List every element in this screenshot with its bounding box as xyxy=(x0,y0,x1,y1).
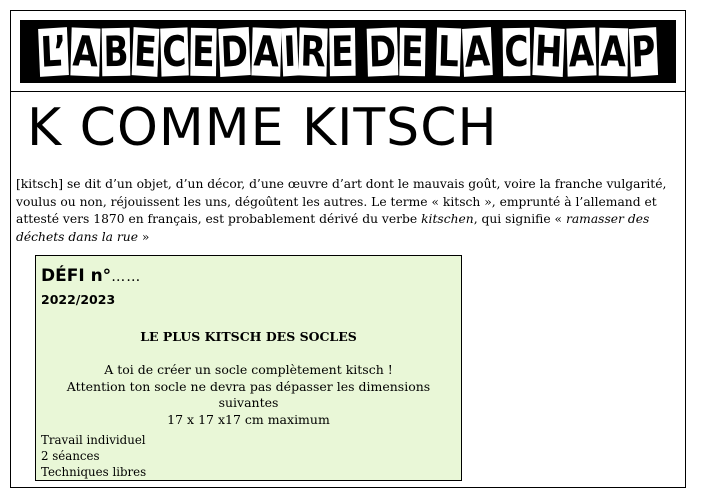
challenge-card xyxy=(35,255,462,481)
banner-letter: A xyxy=(71,25,99,77)
detail-item: Travail individuel xyxy=(41,433,146,447)
banner-letter: L’ xyxy=(39,25,68,77)
banner-letter: H xyxy=(534,25,564,77)
instruction-line: 17 x 17 x17 cm maximum xyxy=(167,411,330,427)
banner-letter: A xyxy=(600,26,627,76)
banner-letter: E xyxy=(191,26,215,76)
detail-item: Techniques libres xyxy=(41,465,147,479)
instruction-line: A toi de créer un socle complètement kitsch ! xyxy=(104,362,393,377)
banner-letter: R xyxy=(299,25,327,77)
intro-text-1: [kitsch] se dit d’un objet, d’un décor, d’une œuvre d’art dont le mauvais goût, voire la franche vulgarité, voulus ou non, réjouissent les uns, dégoûtent les autres. Le terme « kitsch », emprunté à l’allemand et attesté vers 1870 en français, est probablement dérivé du verbe xyxy=(16,177,667,226)
instruction-line: Attention ton socle ne devra pas dépasser les dimensions suivantes xyxy=(66,378,431,410)
banner-letter: A xyxy=(463,25,491,77)
banner-black-strip xyxy=(20,20,676,83)
banner-letter: C xyxy=(161,25,188,77)
intro-text-3: » xyxy=(137,229,150,244)
challenge-number-blank: …… xyxy=(111,269,142,285)
banner xyxy=(10,10,686,92)
banner-letter: A xyxy=(253,25,281,77)
challenge-instructions xyxy=(36,362,461,428)
banner-letter: I xyxy=(282,26,297,76)
banner-letter: P xyxy=(630,25,657,77)
banner-letter: C xyxy=(504,26,530,76)
banner-letter: D xyxy=(219,25,249,77)
banner-letter: E xyxy=(133,25,158,77)
banner-letter: E xyxy=(401,26,425,76)
page-title: K COMME KITSCH xyxy=(27,98,498,158)
banner-letter: B xyxy=(103,26,130,76)
intro-quote: ramasser des déchets dans la rue xyxy=(16,212,650,244)
challenge-label-text: DÉFI n° xyxy=(41,266,112,286)
intro-kitschen: kitschen xyxy=(421,212,474,226)
banner-title xyxy=(39,25,658,77)
banner-letter: A xyxy=(568,25,596,77)
banner-letter: L xyxy=(437,26,460,76)
challenge-title: LE PLUS KITSCH DES SOCLES xyxy=(140,329,357,344)
banner-letter: E xyxy=(330,26,354,76)
intro-text-2: , qui signifie « xyxy=(473,212,566,226)
intro-paragraph xyxy=(16,176,680,246)
banner-letter: D xyxy=(367,25,397,77)
challenge-label xyxy=(41,266,141,287)
challenge-year: 2022/2023 xyxy=(41,292,116,307)
challenge-details xyxy=(41,432,146,480)
detail-item: 2 séances xyxy=(41,449,100,463)
